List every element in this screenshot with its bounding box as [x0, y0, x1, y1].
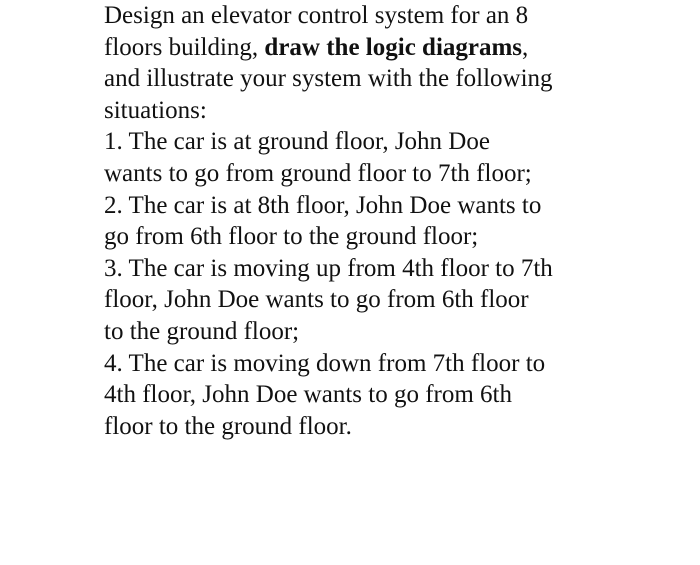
emphasis-text: draw the logic diagrams	[264, 33, 523, 61]
situation-1-line: 1. The car is at ground floor, John Doe	[104, 128, 490, 156]
intro-text: floors building,	[104, 33, 265, 61]
problem-statement	[104, 0, 694, 442]
situation-3-line: 3. The car is moving up from 4th floor to 7th	[104, 254, 553, 282]
intro-line: situations:	[104, 96, 207, 124]
intro-text: ,	[522, 33, 529, 61]
intro-line: and illustrate your system with the following	[104, 65, 553, 93]
intro-line	[104, 32, 694, 64]
situation-2-line: 2. The car is at 8th floor, John Doe wants to	[104, 191, 542, 219]
situation-4-line: 4. The car is moving down from 7th floor to	[104, 349, 546, 377]
situation-3-line: floor, John Doe wants to go from 6th floor	[104, 286, 529, 314]
situation-4-line: floor to the ground floor.	[104, 412, 352, 440]
intro-line: Design an elevator control system for an 8	[104, 2, 529, 29]
situation-4-line: 4th floor, John Doe wants to go from 6th	[104, 381, 512, 409]
situation-2-line: go from 6th floor to the ground floor;	[104, 223, 479, 251]
situation-1-line: wants to go from ground floor to 7th floor;	[104, 159, 532, 187]
situation-3-line: to the ground floor;	[104, 317, 300, 345]
